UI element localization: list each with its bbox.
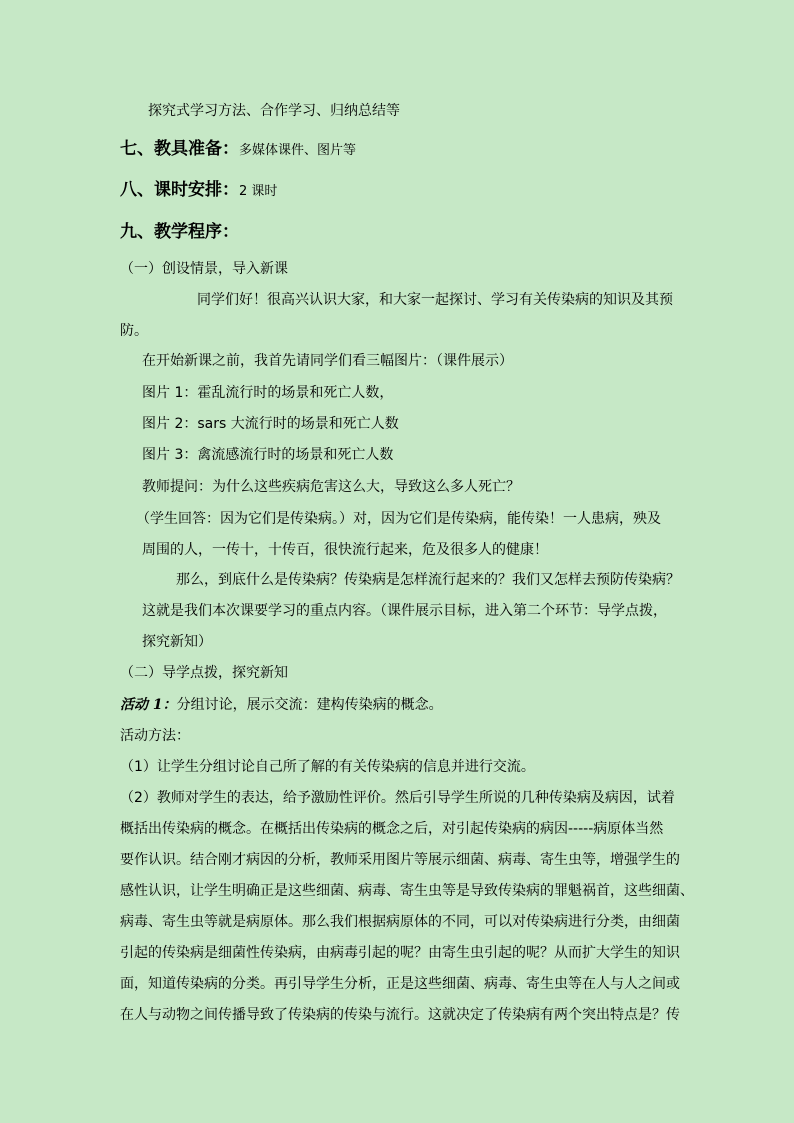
step-2-line-1: （2）教师对学生的表达，给予激励性评价。然后引导学生所说的几种传染病及病因，试着 — [120, 790, 675, 806]
section-8-title: 八、课时安排： — [120, 180, 239, 200]
methods-line: 探究式学习方法、合作学习、归纳总结等 — [148, 103, 400, 119]
transition-line-3: 探究新知） — [142, 634, 212, 650]
step-2-line-5: 病毒、寄生虫等就是病原体。那么我们根据病原体的不同，可以对传染病进行分类，由细菌 — [120, 914, 680, 930]
activity-1-line — [120, 695, 443, 715]
section-8-content: 2 课时 — [239, 184, 278, 199]
student-answer-line-2: 周围的人，一传十，十传百，很快流行起来，危及很多人的健康！ — [142, 542, 548, 558]
student-answer-line-1: （学生回答：因为它们是传染病。）对，因为它们是传染病，能传染！一人患病，殃及 — [136, 511, 661, 527]
section-7-title: 七、教具准备： — [120, 139, 239, 159]
activity-1-text: 分组讨论，展示交流：建构传染病的概念。 — [176, 697, 443, 713]
picture-1-line: 图片 1：霍乱流行时的场景和死亡人数， — [142, 385, 394, 401]
step-1-line: （1）让学生分组讨论自己所了解的有关传染病的信息并进行交流。 — [120, 759, 535, 775]
part-1-heading: （一）创设情景，导入新课 — [120, 261, 288, 277]
section-7-content: 多媒体课件、图片等 — [239, 143, 357, 158]
picture-2-line: 图片 2：sars 大流行时的场景和死亡人数 — [142, 416, 399, 432]
part-2-heading: （二）导学点拨，探究新知 — [120, 665, 288, 681]
method-heading: 活动方法： — [120, 728, 190, 744]
transition-line-2: 这就是我们本次课要学习的重点内容。（课件展示目标，进入第二个环节：导学点拨， — [142, 603, 667, 619]
section-8-heading — [120, 180, 277, 202]
section-9-title: 九、教学程序： — [120, 222, 239, 242]
activity-1-label: 活动 1： — [120, 697, 177, 713]
intro-line: 在开始新课之前，我首先请同学们看三幅图片：（课件展示） — [142, 353, 513, 369]
step-2-line-8: 在人与动物之间传播导致了传染病的传染与流行。这就决定了传染病有两个突出特点是？传 — [120, 1007, 680, 1023]
section-7-heading — [120, 139, 356, 161]
picture-3-line: 图片 3：禽流感流行时的场景和死亡人数 — [142, 447, 394, 463]
teacher-question: 教师提问：为什么这些疾病危害这么大，导致这么多人死亡？ — [142, 479, 520, 495]
transition-line-1: 那么，到底什么是传染病？传染病是怎样流行起来的？我们又怎样去预防传染病？ — [176, 572, 680, 588]
step-2-line-2: 概括出传染病的概念。在概括出传染病的概念之后，对引起传染病的病因-----病原体当然 — [120, 821, 664, 837]
step-2-line-4: 感性认识，让学生明确正是这些细菌、病毒、寄生虫等是导致传染病的罪魁祸首，这些细菌、 — [120, 883, 694, 899]
step-2-line-6: 引起的传染病是细菌性传染病，由病毒引起的呢？由寄生虫引起的呢？从而扩大学生的知识 — [120, 945, 680, 961]
greeting-line-1: 同学们好！很高兴认识大家，和大家一起探讨、学习有关传染病的知识及其预 — [197, 292, 673, 308]
step-2-line-3: 要作认识。结合刚才病因的分析，教师采用图片等展示细菌、病毒、寄生虫等，增强学生的 — [120, 852, 680, 868]
step-2-line-7: 面，知道传染病的分类。再引导学生分析，正是这些细菌、病毒、寄生虫等在人与人之间或 — [120, 976, 680, 992]
greeting-line-2: 防。 — [120, 323, 148, 339]
